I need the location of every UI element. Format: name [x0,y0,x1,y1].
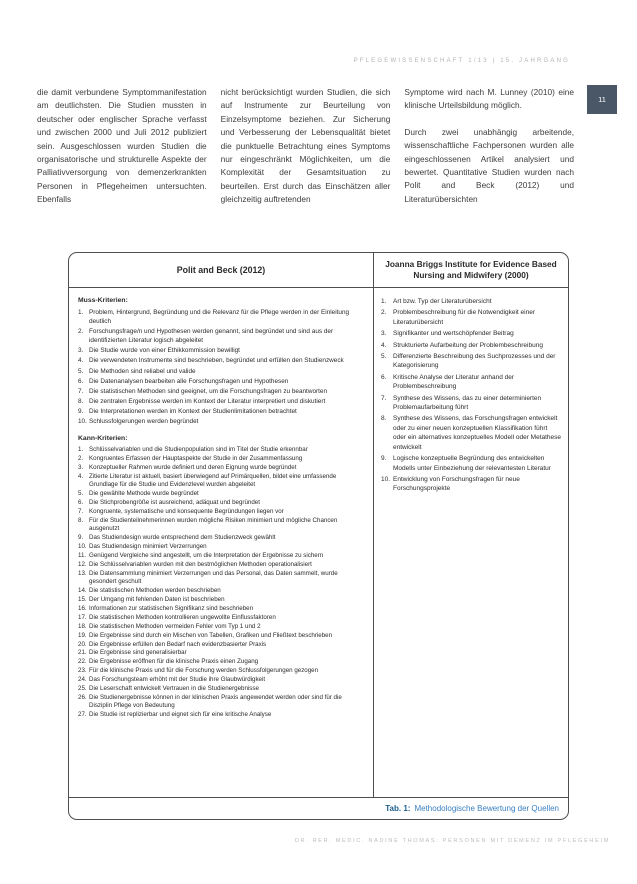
table-caption [69,797,568,819]
jbi-kriterien-list [381,297,562,494]
list-item: 10. Entwicklung von Forschungsfragen für neue Forschungsprojekte [381,475,520,493]
list-item: 17. Die statistischen Methoden kontrollieren ungewollte Einflussfaktoren [78,613,276,621]
list-item: 1. Problem, Hintergrund, Begründung und die Relevanz für die Pflege werden in der Einleitung deutlich [78,309,350,326]
list-item: 8. Für die Studienteilnehmerinnen wurden mögliche Risiken minimiert und mögliche Chancen ausgenutzt [78,516,338,533]
list-item: 9. Das Studiendesign wurde entsprechend dem Studienzweck gewählt [78,534,276,542]
list-item: 7. Synthese des Wissens, das zu einer determinierten Problemaufarbeitung führt [381,394,542,412]
list-item: 12. Die Schlüsselvariablen wurden mit den bestmöglichen Methoden operationalisiert [78,560,312,568]
list-item: 13. Die Datensammlung minimiert Verzerrungen und das Personal, das Daten sammelt, wurde gesondert geschult [78,569,338,586]
text-column-2 [221,86,391,220]
muss-kriterien-title: Muss-Kriterien: [78,297,128,304]
paragraph: die damit verbundene Symptommanifestation am deutlichsten. Die Studien mussten in deutscher oder englischer Sprache verfasst und zwischen 2000 und Juli 2012 publiziert sein. Ausgeschlossen wurden Studien die organisatorische und strukturelle Aspekte der Palliativversorgung von demenzerkrankten Personen in Pflegeheimen untersuchten. Ebenfalls [37,87,207,205]
list-item: 5. Die Methoden sind reliabel und valide [78,367,196,375]
list-item: 5. Die gewählte Methode wurde begründet [78,490,199,498]
page-number-tab [587,85,617,114]
list-item: 1. Art bzw. Typ der Literaturübersicht [381,298,492,305]
list-item: 3. Signifikanter und wertschöpfender Beitrag [381,330,514,338]
list-item: 7. Kongruente, systematische und konsequente Begründungen liegen vor [78,507,284,515]
list-item: 20. Die Ergebnisse erfüllen den Bedarf nach evidenzbasierter Praxis [78,640,267,648]
list-item: 10. Das Studiendesign minimiert Verzerrungen [78,543,207,551]
list-item: 2. Forschungsfrage/n und Hypothesen werden genannt, sind begründet und sind aus der identifizierten Literatur logisch abgeleitet [78,328,334,345]
list-item: 16. Informationen zur statistischen Signifikanz sind beschrieben [78,604,254,612]
table-header-joanna-briggs: Joanna Briggs Institute for Evidence Based Nursing and Midwifery (2000) [385,259,557,280]
text-column-3 [404,86,574,220]
list-item: 19. Die Ergebnisse sind durch ein Mischen von Tabellen, Grafiken und Fließtext beschrieben [78,631,333,639]
table-caption-label: Tab. 1: [385,804,411,813]
muss-kriterien-list [78,308,364,426]
list-item: 8. Die zentralen Ergebnisse werden im Kontext der Literatur interpretiert und diskutiert [78,397,326,405]
table-body-row [69,288,568,797]
page-number: 11 [598,95,606,104]
list-item: 1. Schlüsselvariablen und die Studienpopulation sind im Titel der Studie erkennbar [78,446,308,454]
list-item: 2. Problembeschreibung für die Notwendigkeit einer Literaturübersicht [381,309,535,326]
kann-kriterien-list [78,446,364,720]
body-text-columns [37,86,574,220]
list-item: 26. Die Studienergebnisse können in der klinischen Praxis angewendet werden oder sind für die Disziplin Pflege von Bedeutung [78,694,342,710]
kann-kriterien-title: Kann-Kriterien: [78,435,128,443]
list-item: 7. Die statistischen Methoden sind geeignet, um die Forschungsfragen zu beantworten [78,387,328,395]
list-item: 18. Die statistischen Methoden vermeiden Fehler vom Typ 1 und 2 [78,622,261,630]
journal-running-header: PFLEGEWISSENSCHAFT 1/13 | 15. JAHRGANG [353,58,570,64]
joanna-briggs-cell [374,288,568,797]
list-item: 4. Zitierte Literatur ist aktuell, basiert überwiegend auf Primärquellen, bildet eine umfassende Grundlage für die Studie und Evidenzlevel wurden abgeleitet [78,472,337,489]
list-item: 6. Die Datenanalysen bearbeiten alle Forschungsfragen und Hypothesen [78,377,289,385]
table-header-polit-beck: Polit and Beck (2012) [69,253,374,287]
list-item: 6. Kritische Analyse der Literatur anhand der Problembeschreibung [381,373,515,391]
paragraph: Symptome wird nach M. Lunney (2010) eine klinische Urteilsbildung möglich. [404,87,575,111]
list-item: 10. Schlussfolgerungen werden begründet [78,418,199,426]
list-item: 14. Die statistischen Methoden werden beschrieben [78,587,221,595]
list-item: 8. Synthese des Wissens, das Forschungsfragen entwickelt oder zu einer neuen konzeptuellen Klassifikation führt oder ein alternatives konzeptuelles Modell oder Metathese entwickelt [381,415,562,451]
list-item: 27. Die Studie ist replizierbar und eignet sich für eine kritische Analyse [78,711,272,719]
list-item: 23. Für die klinische Praxis und für die Forschung werden Schlussfolgerungen gezogen [78,667,319,675]
list-item: 4. Die verwendeten Instrumente sind beschrieben, begründet und erfüllen den Studienzweck [78,357,344,365]
table-header-row [69,253,568,288]
list-item: 21. Die Ergebnisse sind generalisierbar [78,649,187,657]
journal-running-footer: DR. RER. MEDIC. NADINE THOMAS: PERSONEN MIT DEMENZ IM PFLEGEHEIM [294,838,610,844]
list-item: 22. Die Ergebnisse eröffnen für die klinische Praxis einen Zugang [78,658,259,666]
table-caption-text: Methodologische Bewertung der Quellen [414,804,559,813]
text-column-1 [37,86,207,220]
list-item: 9. Logische konzeptuelle Begründung des entwickelten Modells unter Einbeziehung der relevantesten Literatur [381,455,551,472]
polit-beck-cell [69,288,374,797]
list-item: 3. Die Studie wurde von einer Ethikkommission bewilligt [78,347,240,355]
list-item: 15. Der Umgang mit fehlenden Daten ist beschrieben [78,596,225,604]
list-item: 3. Konzeptueller Rahmen wurde definiert und deren Eignung wurde begründet [78,463,297,471]
list-item: 4. Strukturierte Aufarbeitung der Problembeschreibung [381,341,543,349]
list-item: 24. Das Forschungsteam erhöht mit der Studie ihre Glaubwürdigkeit [78,676,266,684]
list-item: 5. Differenzierte Beschreibung des Suchprozesses und der Kategorisierung [381,353,556,370]
methodology-table [68,252,569,820]
list-item: 11. Genügend Vergleiche sind angestellt, um die Interpretation der Ergebnisse zu sichern [78,552,324,559]
paragraph: Durch zwei unabhängig arbeitende, wissenschaftliche Fachpersonen wurden alle eingeschlossenen Artikel analysiert und bewertet. Quantitative Studien wurden nach Polit and Beck (2012) und Literaturübersichten [404,126,575,204]
list-item: 6. Die Stichprobengröße ist ausreichend, adäquat und begründet [78,499,260,507]
list-item: 9. Die Interpretationen werden im Kontext der Studienlimitationen betrachtet [78,407,297,415]
paragraph: nicht berücksichtigt wurden Studien, die sich auf Instrumente zur Beurteilung von Einzelsymptome beziehen. Zur Sicherung und Verbesserung der Lebensqualität bietet die punktuelle Betrachtung eines Symptoms nur eingeschränkt Möglichkeiten, um die Komplexität der Gesamtsituation zu beurteilen. Erst durch das Einschätzen aller gleichzeitig auftretenden [220,87,391,205]
list-item: 2. Kongruentes Erfassen der Hauptaspekte der Studie in der Zusammenfassung [78,455,303,463]
list-item: 25. Die Leserschaft entwickelt Vertrauen in die Studienergebnisse [78,685,259,693]
